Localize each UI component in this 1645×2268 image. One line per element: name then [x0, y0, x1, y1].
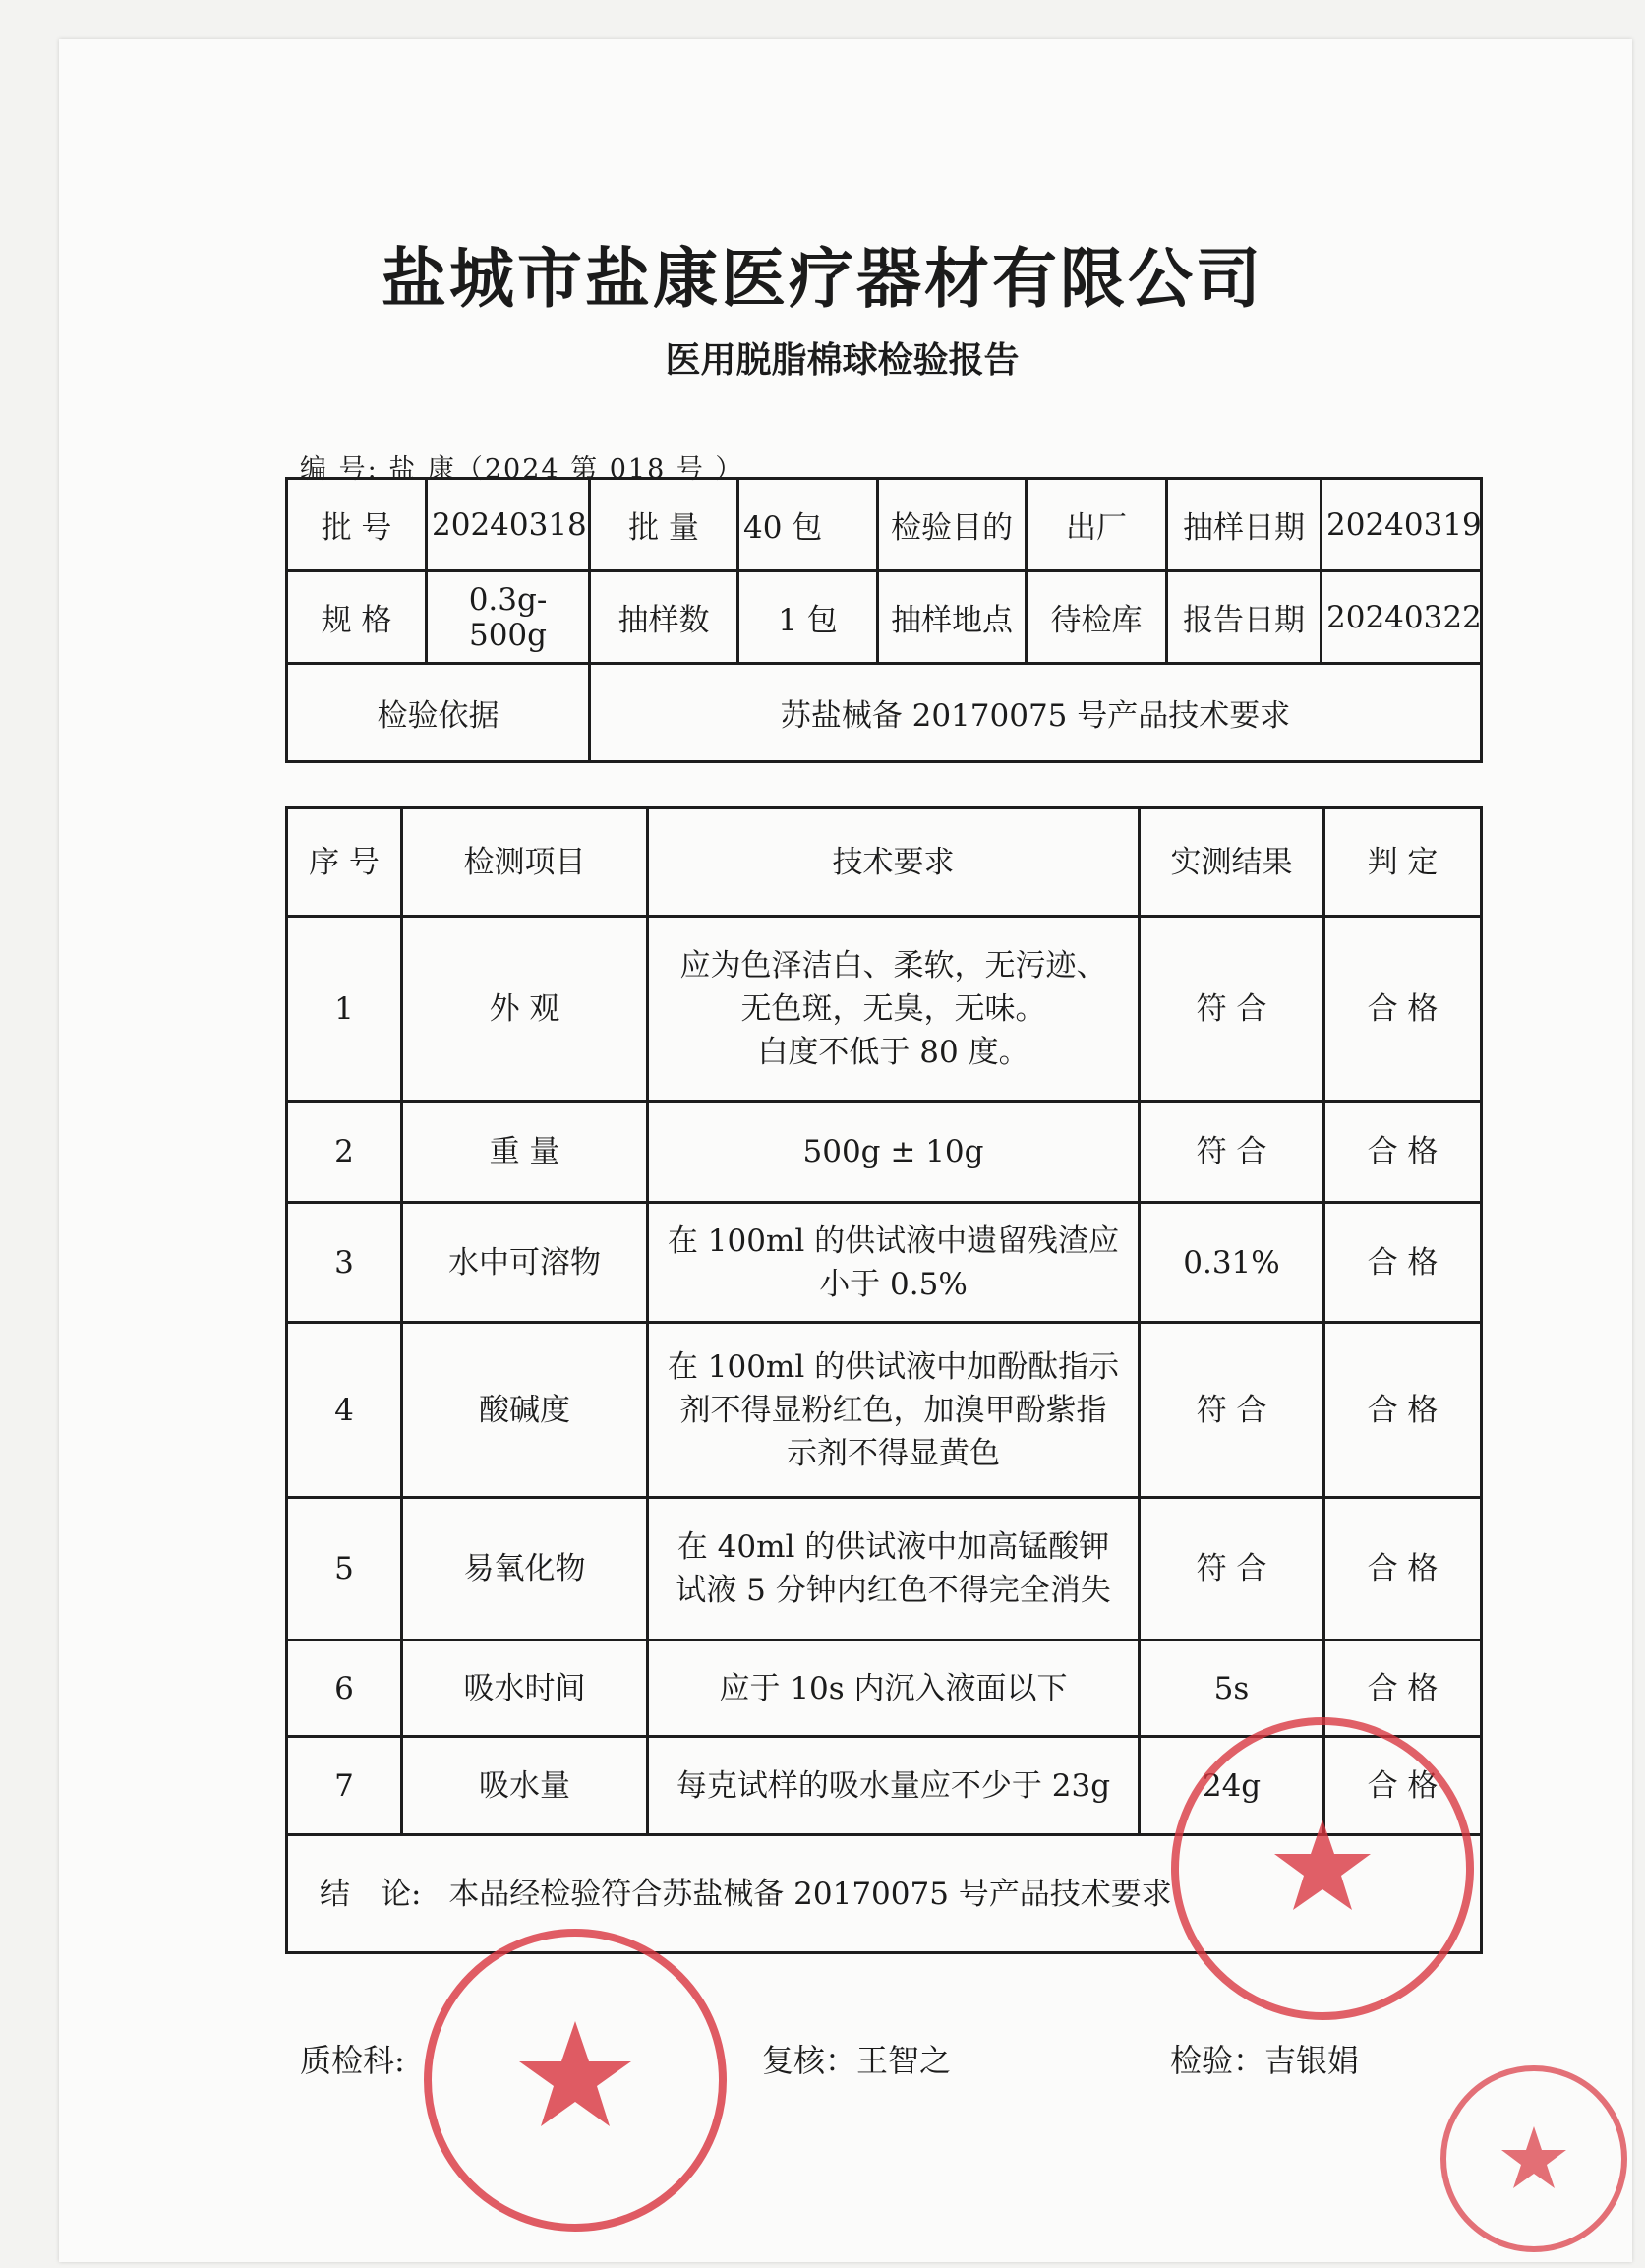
document-number: 编 号: 盐 康（2024 第 018 号 ）: [300, 454, 744, 485]
row-requirement: 在 100ml 的供试液中遗留残渣应 小于 0.5%: [648, 1203, 1140, 1323]
row-verdict: 合 格: [1324, 1498, 1482, 1641]
table-row: [287, 1203, 1482, 1323]
row-no: 3: [287, 1203, 402, 1323]
row-requirement: 每克试样的吸水量应不少于 23g: [648, 1737, 1140, 1835]
header-requirement: 技术要求: [648, 808, 1140, 917]
row-requirement: 在 100ml 的供试液中加酚酞指示 剂不得显粉红色，加溴甲酚紫指 示剂不得显黄色: [648, 1323, 1140, 1498]
row-item: 酸碱度: [402, 1323, 648, 1498]
row-verdict: 合 格: [1324, 1323, 1482, 1498]
table-row: [287, 1498, 1482, 1641]
batch-no-label: 批 号: [287, 479, 427, 571]
row-item: 吸水时间: [402, 1641, 648, 1737]
conclusion-text: 本品经检验符合苏盐械备 20170075 号产品技术要求: [448, 1876, 1172, 1912]
group-stamp: [1160, 1706, 1485, 2031]
row-verdict: 合 格: [1324, 917, 1482, 1102]
row-result: 符 合: [1140, 917, 1324, 1102]
table-row: [287, 917, 1482, 1102]
row-item: 吸水量: [402, 1737, 648, 1835]
row-no: 7: [287, 1737, 402, 1835]
sample-date-label: 抽样日期: [1167, 479, 1322, 571]
sample-count-label: 抽样数: [590, 571, 738, 664]
qc-signature: 质检科:: [300, 2042, 405, 2079]
basis-label: 检验依据: [287, 664, 590, 762]
header-item: 检测项目: [402, 808, 648, 917]
row-no: 5: [287, 1498, 402, 1641]
row-verdict: 合 格: [1324, 1641, 1482, 1737]
sample-place-label: 抽样地点: [878, 571, 1027, 664]
row-result: 0.31%: [1140, 1203, 1324, 1323]
row-item: 水中可溶物: [402, 1203, 648, 1323]
row-no: 6: [287, 1641, 402, 1737]
row-verdict: 合 格: [1324, 1203, 1482, 1323]
row-result: 符 合: [1140, 1498, 1324, 1641]
basis-value: 苏盐械备 20170075 号产品技术要求: [590, 664, 1482, 762]
row-requirement: 应于 10s 内沉入液面以下: [648, 1641, 1140, 1737]
row-no: 1: [287, 917, 402, 1102]
company-name: 盐城市盐康医疗器材有限公司: [382, 241, 1263, 317]
report-date-value: 20240322: [1322, 571, 1482, 664]
conclusion-label: 结 论:: [320, 1876, 422, 1912]
row-verdict: 合 格: [1324, 1737, 1482, 1835]
row-result: 5s: [1140, 1641, 1324, 1737]
report-date-label: 报告日期: [1167, 571, 1322, 664]
info-table: [285, 477, 1483, 763]
row-item: 重 量: [402, 1102, 648, 1203]
batch-no-value: 20240318: [427, 479, 590, 571]
inspect-signature: 检验：吉银娟: [1170, 2042, 1360, 2079]
sample-place-value: 待检库: [1027, 571, 1167, 664]
row-no: 4: [287, 1323, 402, 1498]
row-result: 24g: [1140, 1737, 1324, 1835]
company-stamp: [413, 1918, 737, 2242]
header-result: 实测结果: [1140, 808, 1324, 917]
table-row: [287, 1323, 1482, 1498]
purpose-label: 检验目的: [878, 479, 1027, 571]
review-signature: 复核：王智之: [762, 2042, 952, 2079]
row-result: 符 合: [1140, 1323, 1324, 1498]
purpose-value: 出厂: [1027, 479, 1167, 571]
spec-label: 规 格: [287, 571, 427, 664]
row-item: 易氧化物: [402, 1498, 648, 1641]
row-requirement: 应为色泽洁白、柔软，无污迹、 无色斑，无臭，无味。 白度不低于 80 度。: [648, 917, 1140, 1102]
sample-date-value: 20240319: [1322, 479, 1482, 571]
header-verdict: 判 定: [1324, 808, 1482, 917]
header-no: 序 号: [287, 808, 402, 917]
batch-qty-label: 批 量: [590, 479, 738, 571]
report-title: 医用脱脂棉球检验报告: [665, 340, 1020, 381]
row-item: 外 观: [402, 917, 648, 1102]
row-requirement: 500g ± 10g: [648, 1102, 1140, 1203]
row-result: 符 合: [1140, 1102, 1324, 1203]
spec-value: 0.3g-500g: [427, 571, 590, 664]
batch-qty-value: 40 包: [738, 479, 878, 571]
sample-count-value: 1 包: [738, 571, 878, 664]
row-requirement: 在 40ml 的供试液中加高锰酸钾 试液 5 分钟内红色不得完全消失: [648, 1498, 1140, 1641]
row-verdict: 合 格: [1324, 1102, 1482, 1203]
small-stamp: [1431, 2056, 1637, 2262]
table-row: [287, 1102, 1482, 1203]
row-no: 2: [287, 1102, 402, 1203]
